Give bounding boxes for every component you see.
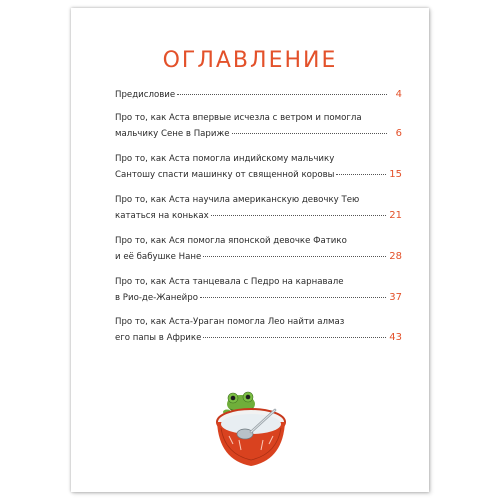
dot-leader	[211, 215, 387, 216]
toc-entry-line	[115, 111, 402, 126]
toc-entry[interactable]	[115, 152, 402, 183]
toc-entry-text: и её бабушке Нане	[115, 252, 202, 262]
toc-entry-line	[115, 152, 402, 167]
toc-entry[interactable]	[115, 87, 402, 103]
toc-entry-text: Про то, как Аста впервые исчезла с ветром и помогла	[115, 113, 362, 123]
toc-entry[interactable]	[115, 315, 402, 346]
toc-entry-line	[115, 275, 402, 290]
toc-entry[interactable]	[115, 111, 402, 142]
toc-entry[interactable]	[115, 193, 402, 224]
toc-page-number: 28	[389, 251, 402, 262]
dot-leader	[203, 337, 386, 338]
toc-entry-line	[115, 167, 402, 183]
toc-title: ОГЛАВЛЕНИЕ	[162, 48, 338, 73]
toc-entry[interactable]	[115, 234, 402, 265]
toc-page-number: 21	[389, 210, 402, 221]
toc-page-number: 4	[395, 89, 402, 100]
toc-entry-line	[115, 126, 402, 142]
toc-entry-text: Про то, как Аста научила американскую девочку Тею	[115, 195, 360, 205]
toc-page-number: 6	[395, 128, 402, 139]
toc-entry-line	[115, 87, 402, 103]
toc-entry-text: Про то, как Аста помогла индийскому мальчику	[115, 154, 335, 164]
toc-entry-text: в Рио-де-Жанейро	[115, 293, 198, 303]
toc-page-number: 15	[389, 169, 402, 180]
dot-leader	[336, 174, 386, 175]
toc-entry-text: Про то, как Аста танцевала с Педро на карнавале	[115, 277, 344, 287]
toc-entry-line	[115, 290, 402, 306]
toc-entry-line	[115, 234, 402, 249]
dot-leader	[200, 297, 386, 298]
toc-entry[interactable]	[115, 275, 402, 306]
book-page	[71, 8, 429, 492]
toc-entry-text: Про то, как Ася помогла японской девочке Фатико	[115, 236, 347, 246]
toc-entry-line	[115, 315, 402, 330]
dot-leader	[177, 94, 387, 95]
toc-entry-text: Про то, как Аста-Ураган помогла Лео найти алмаз	[115, 317, 345, 327]
toc-entry-line	[115, 208, 402, 224]
toc-page-number: 43	[389, 332, 402, 343]
dot-leader	[203, 256, 386, 257]
toc-entry-text: Сантошу спасти машинку от священной коровы	[115, 170, 335, 180]
toc-entry-line	[115, 330, 402, 346]
toc-entry-text: мальчику Сене в Париже	[115, 129, 230, 139]
toc-entry-text: кататься на коньках	[115, 211, 209, 221]
toc-page-number: 37	[389, 292, 402, 303]
toc-entry-line	[115, 249, 402, 265]
toc-entry-text: Предисловие	[115, 90, 176, 100]
toc-entry-line	[115, 193, 402, 208]
toc-entry-text: его папы в Африке	[115, 333, 202, 343]
frog-bowl-illustration	[215, 388, 289, 472]
dot-leader	[232, 133, 388, 134]
